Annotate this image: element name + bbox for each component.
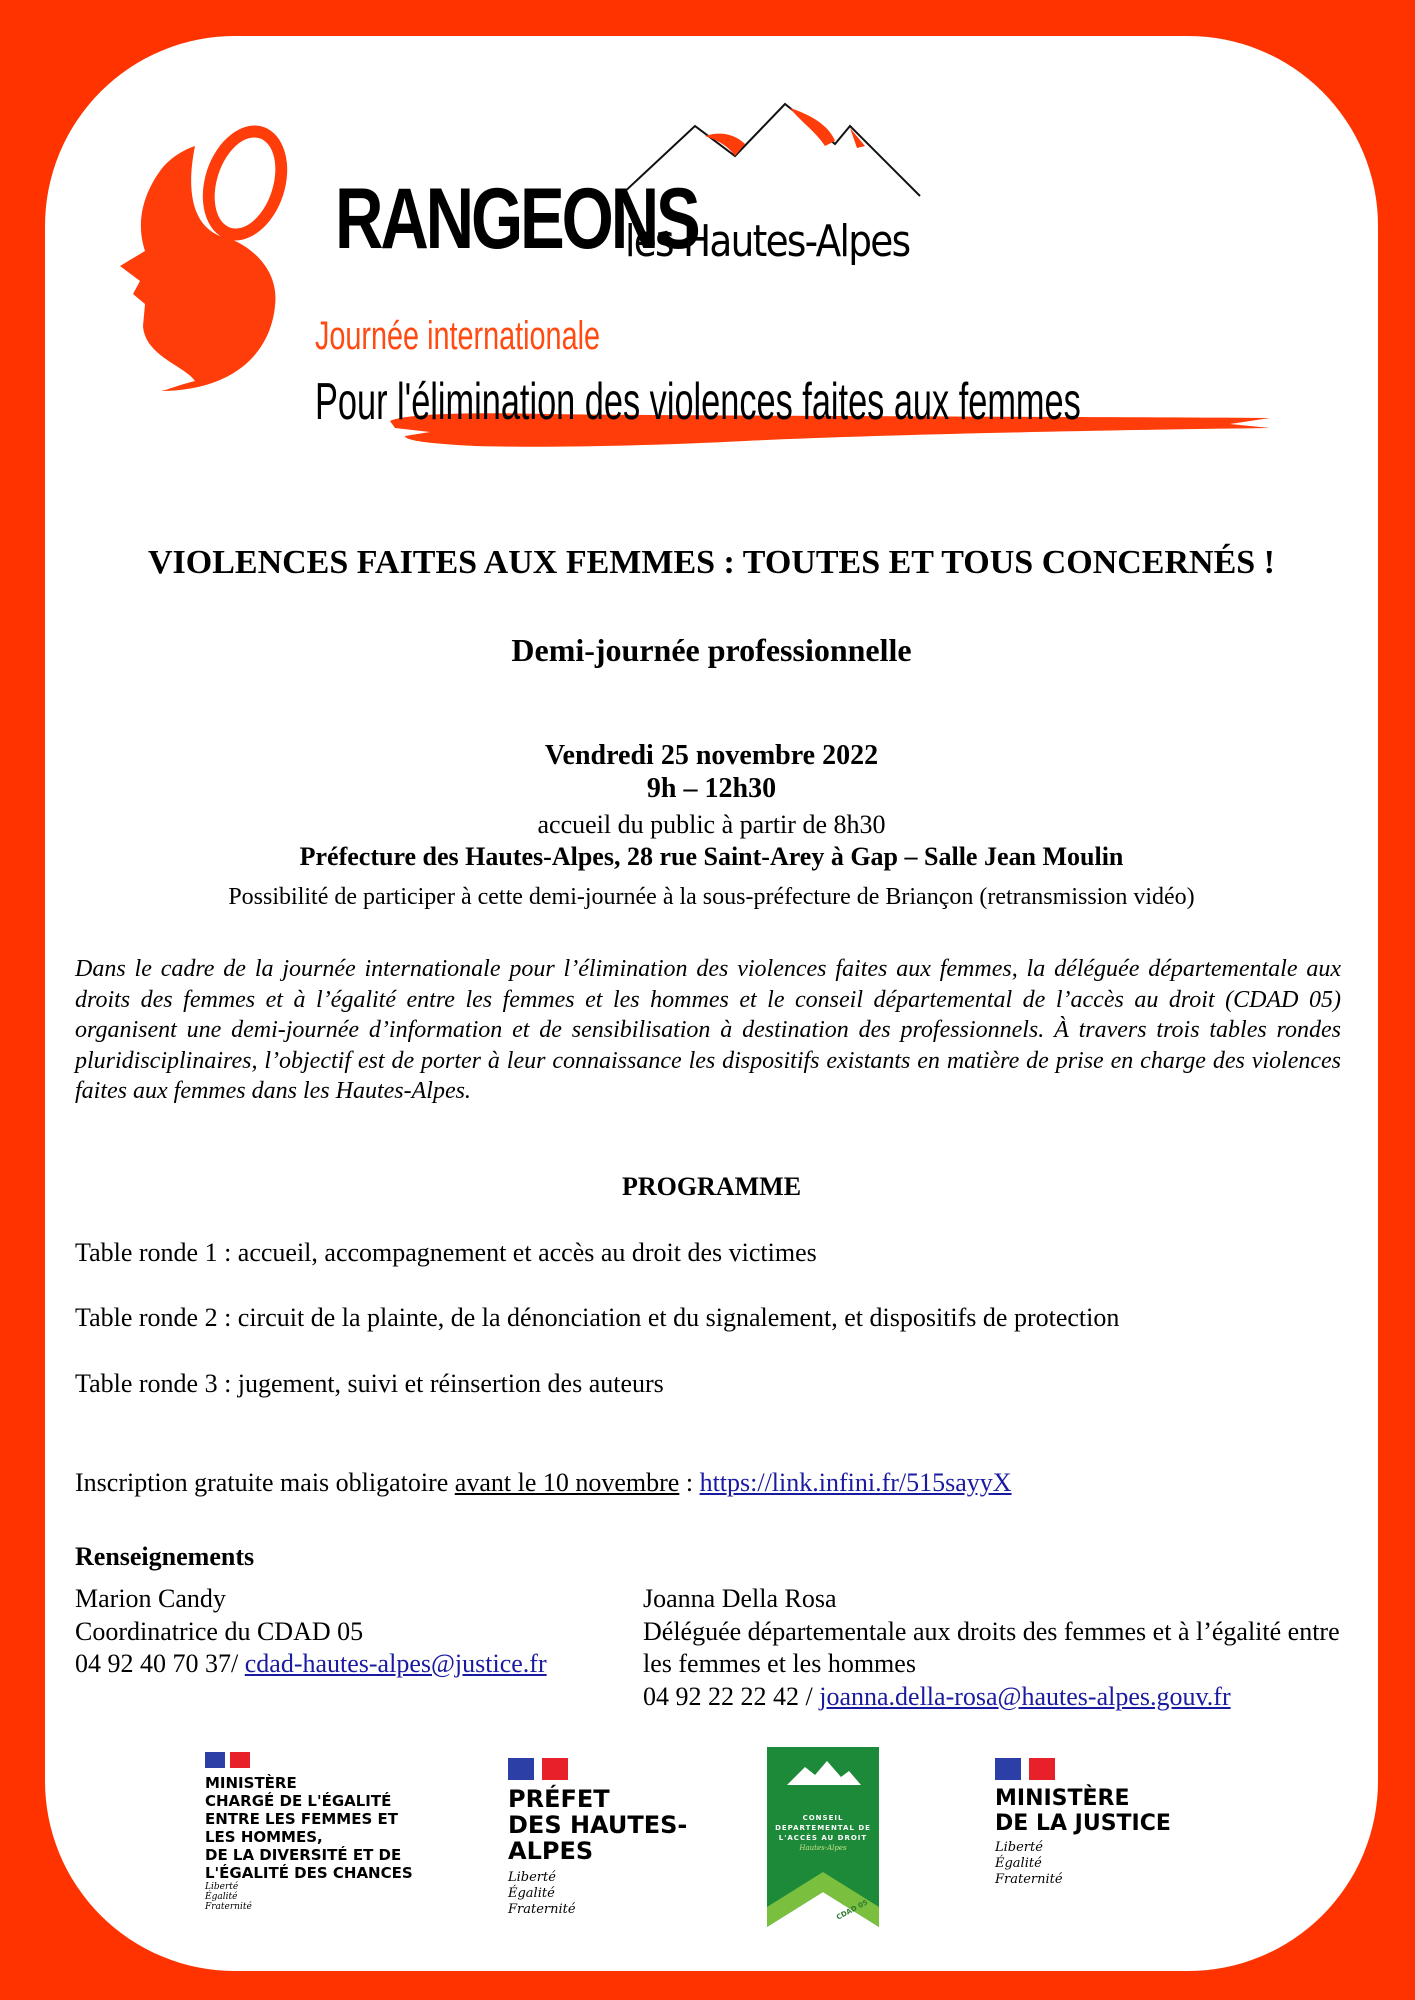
marianne-flag-icon	[205, 1752, 250, 1768]
logo-line: LES HOMMES,	[205, 1828, 323, 1846]
cdad-tag: CDAD 05	[835, 1898, 870, 1922]
contact-email-link[interactable]: joanna.della-rosa@hautes-alpes.gouv.fr	[819, 1681, 1231, 1711]
contact-card	[643, 1583, 1343, 1713]
logo-line: L'ÉGALITÉ DES CHANCES	[205, 1864, 413, 1882]
event-location: Préfecture des Hautes-Alpes, 28 rue Saint-Arey à Gap – Salle Jean Moulin	[299, 842, 1124, 871]
logo-line: DE LA JUSTICE	[995, 1811, 1171, 1836]
intro-paragraph: Dans le cadre de la journée internationale pour l’élimination des violences faites aux femmes, la déléguée départementale aux droits des femmes et à l’égalité entre les femmes et les hommes et le conseil départemental de l’accès au droit (CDAD 05) organisent une demi-journée d’information et de sensibilisation à destination des professionnels. À travers trois tables rondes pluridisciplinaires, l’objectif est de porter à leur connaissance les dispositifs existants en matière de prise en charge des violences faites aux femmes dans les Hautes-Alpes.	[75, 956, 1341, 1104]
contact-phone: 04 92 22 22 42 /	[643, 1681, 820, 1711]
brand-name: RANGEONS	[335, 171, 698, 267]
contact-email-link[interactable]: cdad-hautes-alpes@justice.fr	[244, 1649, 547, 1678]
logo-line: MINISTÈRE	[205, 1774, 297, 1792]
logo-line: ENTRE LES FEMMES ET	[205, 1810, 398, 1828]
inscription-link[interactable]: https://link.infini.fr/515sayyX	[699, 1468, 1012, 1497]
contact-card	[75, 1583, 615, 1681]
marianne-flag-icon	[508, 1758, 568, 1780]
inscription-line	[75, 1468, 1012, 1498]
programme-item: Table ronde 3 : jugement, suivi et réinsertion des auteurs	[75, 1369, 664, 1398]
logo-prefet	[508, 1758, 687, 1918]
programme-heading: PROGRAMME	[621, 1172, 802, 1201]
logo-line: MINISTÈRE	[995, 1786, 1130, 1811]
marianne-flag-icon	[995, 1758, 1055, 1780]
subtitle: Demi-journée professionnelle	[511, 632, 912, 668]
event-accueil: accueil du public à partir de 8h30	[537, 810, 886, 839]
contact-role: Déléguée départementale aux droits des femmes et à l’égalité entre les femmes et les hommes	[643, 1616, 1340, 1678]
logo-ministere-egalite	[205, 1752, 413, 1912]
devise: Liberté Égalité Fraternité	[205, 1882, 252, 1912]
contact-role: Coordinatrice du CDAD 05	[75, 1616, 364, 1646]
logo-ministere-justice	[995, 1758, 1171, 1888]
brand-subtitle: les Hautes-Alpes	[625, 216, 910, 267]
inscription-sep: :	[679, 1468, 700, 1497]
pour-label: Pour l'élimination des violences faites aux femmes	[315, 373, 1081, 431]
devise: Liberté Égalité Fraternité	[995, 1840, 1063, 1887]
contact-name: Marion Candy	[75, 1584, 226, 1613]
devise: Liberté Égalité Fraternité	[508, 1870, 576, 1917]
contact-name: Joanna Della Rosa	[643, 1584, 837, 1613]
journee-label: Journée internationale	[315, 314, 601, 358]
cdad-text: CONSEIL DEPARTEMENTAL DE L'ACCÈS AU DROIT Hautes-Alpes	[775, 1814, 871, 1852]
event-remote-option: Possibilité de participer à cette demi-journée à la sous-préfecture de Briançon (retransmission vidéo)	[228, 884, 1195, 910]
inscription-prefix: Inscription gratuite mais obligatoire	[75, 1468, 455, 1497]
renseignements-heading: Renseignements	[75, 1542, 255, 1571]
logo-line: DE LA DIVERSITÉ ET DE	[205, 1846, 402, 1864]
contact-phone: 04 92 40 70 37/	[75, 1649, 245, 1678]
programme-item: Table ronde 1 : accueil, accompagnement et accès au droit des victimes	[75, 1238, 817, 1267]
event-date: Vendredi 25 novembre 2022	[544, 740, 879, 771]
logo-line: PRÉFET	[508, 1785, 610, 1813]
logo-line: CHARGÉ DE L'ÉGALITÉ	[205, 1792, 392, 1810]
main-title: VIOLENCES FAITES AUX FEMMES : TOUTES ET TOUS CONCERNÉS !	[147, 544, 1275, 581]
poster-panel	[45, 36, 1378, 1971]
logo-line: ALPES	[508, 1837, 594, 1865]
event-time: 9h – 12h30	[646, 773, 777, 804]
inscription-deadline: avant le 10 novembre	[454, 1468, 680, 1497]
logo-line: DES HAUTES-	[508, 1811, 688, 1839]
programme-item: Table ronde 2 : circuit de la plainte, de la dénonciation et du signalement, et dispositifs de protection	[75, 1303, 1120, 1332]
